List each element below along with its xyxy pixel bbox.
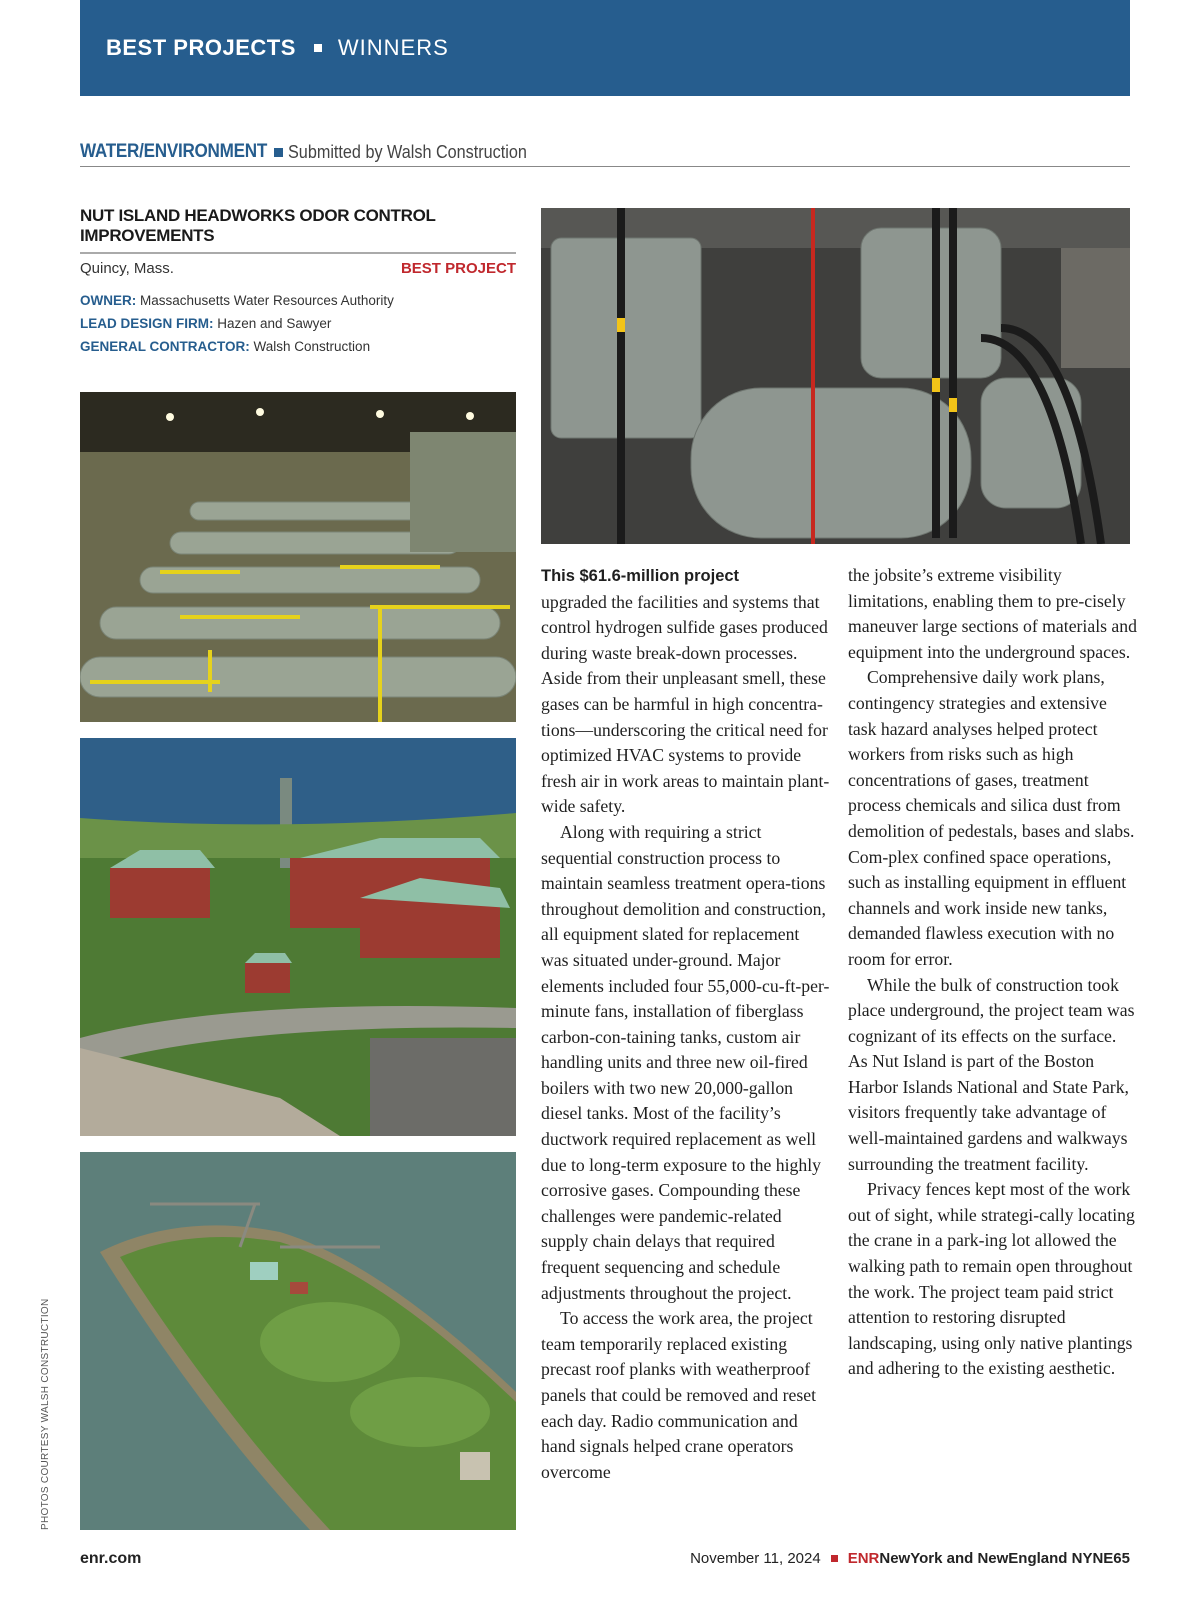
header-banner xyxy=(80,0,1130,96)
footer-right xyxy=(690,1550,1130,1567)
article-paragraph: Comprehensive daily work plans, contingency strategies and extensive task hazard analyses helped protect workers from risks such as high concentrations of gases, treatment process chemicals and silica dust from demolition of pedestals, bases and slabs. Com-plex confined space operations, such as installing equipment in effluent channels and work inside new tanks, demanded flawless execution with no room for error. xyxy=(848,667,1135,969)
article-lead: This $61.6-million project xyxy=(541,567,740,585)
credit-label: GENERAL CONTRACTOR: xyxy=(80,339,250,354)
article-paragraph: Along with requiring a strict sequential construction process to maintain seamless treatment opera-tions throughout demolition and construction, all equipment slated for replacement was situated under-ground. Major elements included four 55,000-cu-ft-per-minute fans, installation of fiberglass carbon-con-taining tanks, custom air handling units and three new oil-fired boilers with two new 20,000-gallon diesel tanks. Most of the facility’s ductwork required replacement as well due to long-term exposure to the highly corrosive gases. Compounding these challenges were pandemic-related supply chain delays that required frequent sequencing and schedule adjustments throughout the project. xyxy=(541,821,830,1303)
credit-design-firm xyxy=(80,316,516,331)
footer-publication: NewYork and NewEngland NYNE65 xyxy=(879,1550,1130,1567)
article-column-2 xyxy=(848,563,1138,1382)
footer-site: enr.com xyxy=(80,1550,142,1567)
header-separator xyxy=(314,44,322,52)
article-paragraph: Privacy fences kept most of the work out of sight, while strategi-cally locating the crane in a park-ing lot allowed the walking path to remain open throughout the work. The project team paid strict attention to restoring disrupted landscaping, using only native plantings and adhering to the existing aesthetic. xyxy=(848,1179,1135,1379)
article-paragraph: To access the work area, the project team temporarily replaced existing precast roof planks with weatherproof panels that could be removed and reset each day. Radio communication and hand signals helped crane operators overcome xyxy=(541,1308,817,1482)
credit-label: LEAD DESIGN FIRM: xyxy=(80,316,214,331)
article-paragraph xyxy=(541,563,831,820)
section-separator xyxy=(274,148,283,157)
article-paragraph: the jobsite’s extreme visibility limitations, enabling them to pre-cisely maneuver large sections of materials and equipment into the underground spaces. xyxy=(848,565,1137,662)
footer-separator xyxy=(831,1555,838,1562)
photo-aerial-island xyxy=(80,1152,516,1530)
credit-label: OWNER: xyxy=(80,293,137,308)
section-submitted-by: Submitted by Walsh Construction xyxy=(287,141,527,162)
project-info xyxy=(80,206,516,354)
article-text: upgraded the facilities and systems that control hydrogen sulfide gases produced during waste break-down processes. Aside from their unpleasant smell, these gases can be harmful in high concentra-tions—underscoring the critical need for optimized HVAC systems to provide fresh air in work areas to maintain plant-wide safety. xyxy=(541,591,830,817)
page-footer xyxy=(80,1550,1130,1574)
header-title: BEST PROJECTS xyxy=(106,35,296,60)
photo-ductwork xyxy=(541,208,1130,544)
credit-value: Walsh Construction xyxy=(253,339,371,354)
award-badge: BEST PROJECT xyxy=(400,260,516,277)
header-subtitle: WINNERS xyxy=(337,35,449,60)
photo-equipment-hall xyxy=(80,392,516,722)
project-location-row xyxy=(80,260,516,277)
photo-aerial-plant xyxy=(80,738,516,1136)
project-location: Quincy, Mass. xyxy=(80,260,174,277)
credit-contractor xyxy=(80,339,516,354)
article-paragraph: While the bulk of construction took place underground, the project team was cognizant of its effects on the surface. As Nut Island is part of the Boston Harbor Islands National and State Park, visitors frequently take advantage of well-maintained gardens and walkways surrounding the treatment facility. xyxy=(848,974,1135,1174)
credit-value: Massachusetts Water Resources Authority xyxy=(140,293,394,308)
credit-value: Hazen and Sawyer xyxy=(217,316,332,331)
project-title: NUT ISLAND HEADWORKS ODOR CONTROL IMPROVEMENTS xyxy=(80,206,516,254)
section-category: WATER/ENVIRONMENT xyxy=(80,141,268,162)
article-column-1 xyxy=(541,563,831,1485)
footer-brand: ENR xyxy=(847,1550,880,1567)
credit-owner xyxy=(80,293,516,308)
photo-credit: PHOTOS COURTESY WALSH CONSTRUCTION xyxy=(40,1298,51,1530)
footer-date: November 11, 2024 xyxy=(690,1550,821,1567)
section-header xyxy=(80,138,1130,167)
